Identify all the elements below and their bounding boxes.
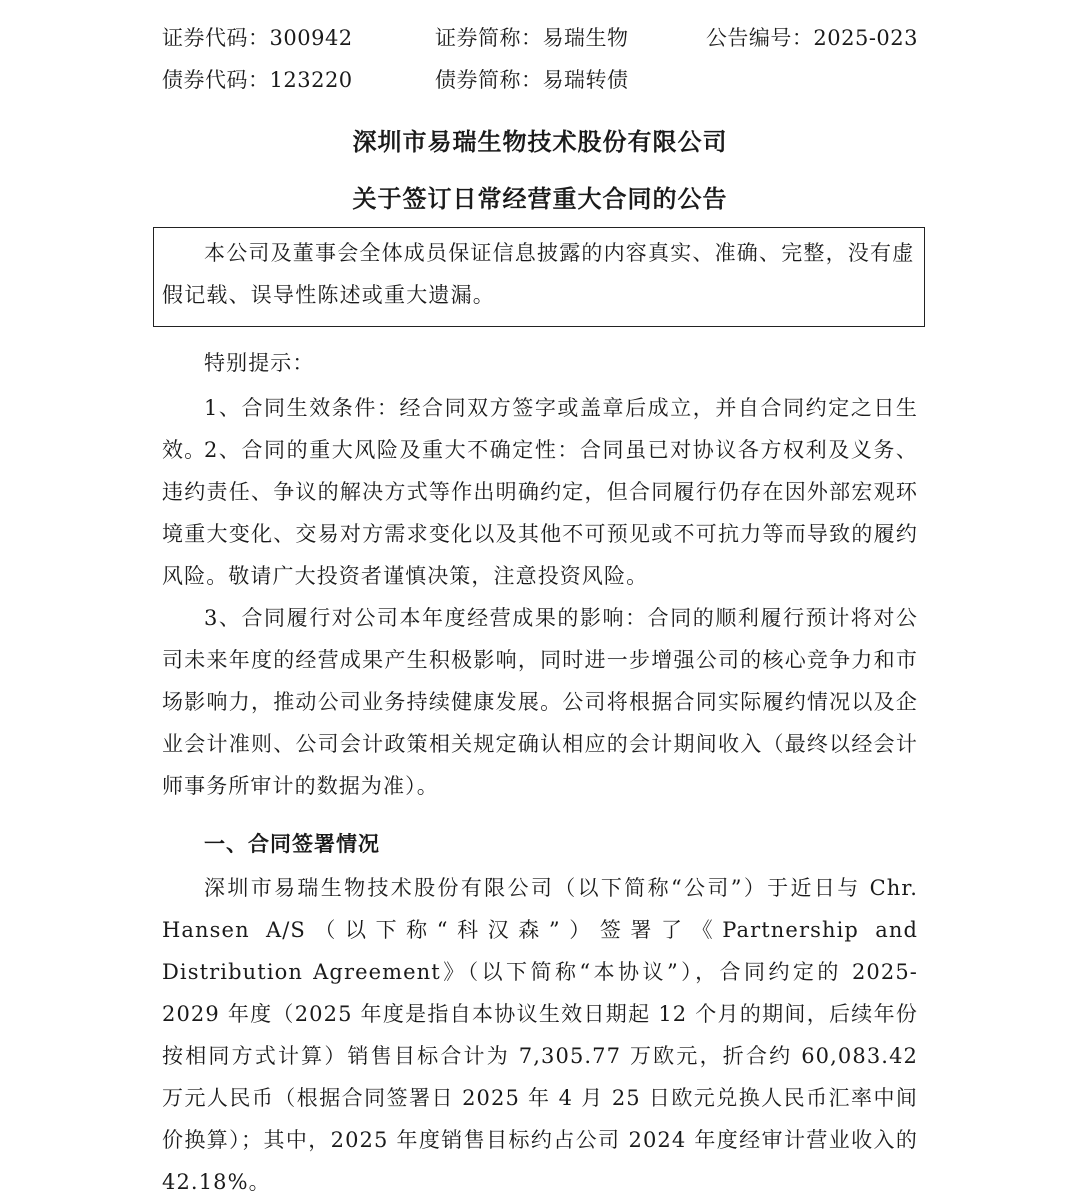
securities-abbr: 证券简称：易瑞生物 bbox=[435, 26, 629, 50]
disclaimer-text: 本公司及董事会全体成员保证信息披露的内容真实、准确、完整，没有虚假记载、误导性陈述或重大遗漏。 bbox=[162, 241, 915, 307]
bond-abbr: 债券简称：易瑞转债 bbox=[435, 68, 629, 92]
special-tip-2: 2、合同的重大风险及重大不确定性：合同虽已对协议各方权利及义务、违约责任、争议的解决方式等作出明确约定，但合同履行仍存在因外部宏观环境重大变化、交易对方需求变化以及其他不可预见或不可抗力等而导致的履约风险。敬请广大投资者谨慎决策，注意投资风险。 bbox=[162, 438, 918, 588]
special-tip-1: 1、合同生效条件：经合同双方签字或盖章后成立，并自合同约定之日生效。 bbox=[162, 396, 918, 462]
company-title: 深圳市易瑞生物技术股份有限公司 bbox=[352, 128, 728, 156]
announcement-number: 公告编号：2025-023 bbox=[705, 26, 918, 50]
announcement-title: 关于签订日常经营重大合同的公告 bbox=[352, 185, 728, 213]
bond-code: 债券代码：123220 bbox=[162, 68, 353, 92]
special-tips-label: 特别提示： bbox=[204, 351, 315, 375]
header-row-bond bbox=[162, 62, 918, 98]
section-1-body: 深圳市易瑞生物技术股份有限公司（以下简称“公司”）于近日与 Chr. Hansen A/S（以下称“科汉森”）签署了《Partnership and Distribution Agreement》（以下简称“本协议”），合同约定的 2025-2029 年度（2025 年度是指自本协议生效日期起 12 个月的期间，后续年份按相同方式计算）销售目标合计为 7,305.77 万欧元，折合约 60,083.42 万元人民币（根据合同签署日 2025 年 4 月 25 日欧元兑换人民币汇率中间价换算）；其中，2025 年度销售目标约占公司 2024 年度经审计营业收入的 42.18%。 bbox=[162, 876, 918, 1194]
section-1-heading: 一、合同签署情况 bbox=[204, 832, 380, 856]
header-row-securities bbox=[162, 20, 918, 56]
special-tip-3: 3、合同履行对公司本年度经营成果的影响：合同的顺利履行预计将对公司未来年度的经营成果产生积极影响，同时进一步增强公司的核心竞争力和市场影响力，推动公司业务持续健康发展。公司将根据合同实际履约情况以及企业会计准则、公司会计政策相关规定确认相应的会计期间收入（最终以经会计师事务所审计的数据为准）。 bbox=[162, 606, 918, 798]
securities-code: 证券代码：300942 bbox=[162, 26, 353, 50]
disclaimer-box bbox=[153, 227, 925, 327]
